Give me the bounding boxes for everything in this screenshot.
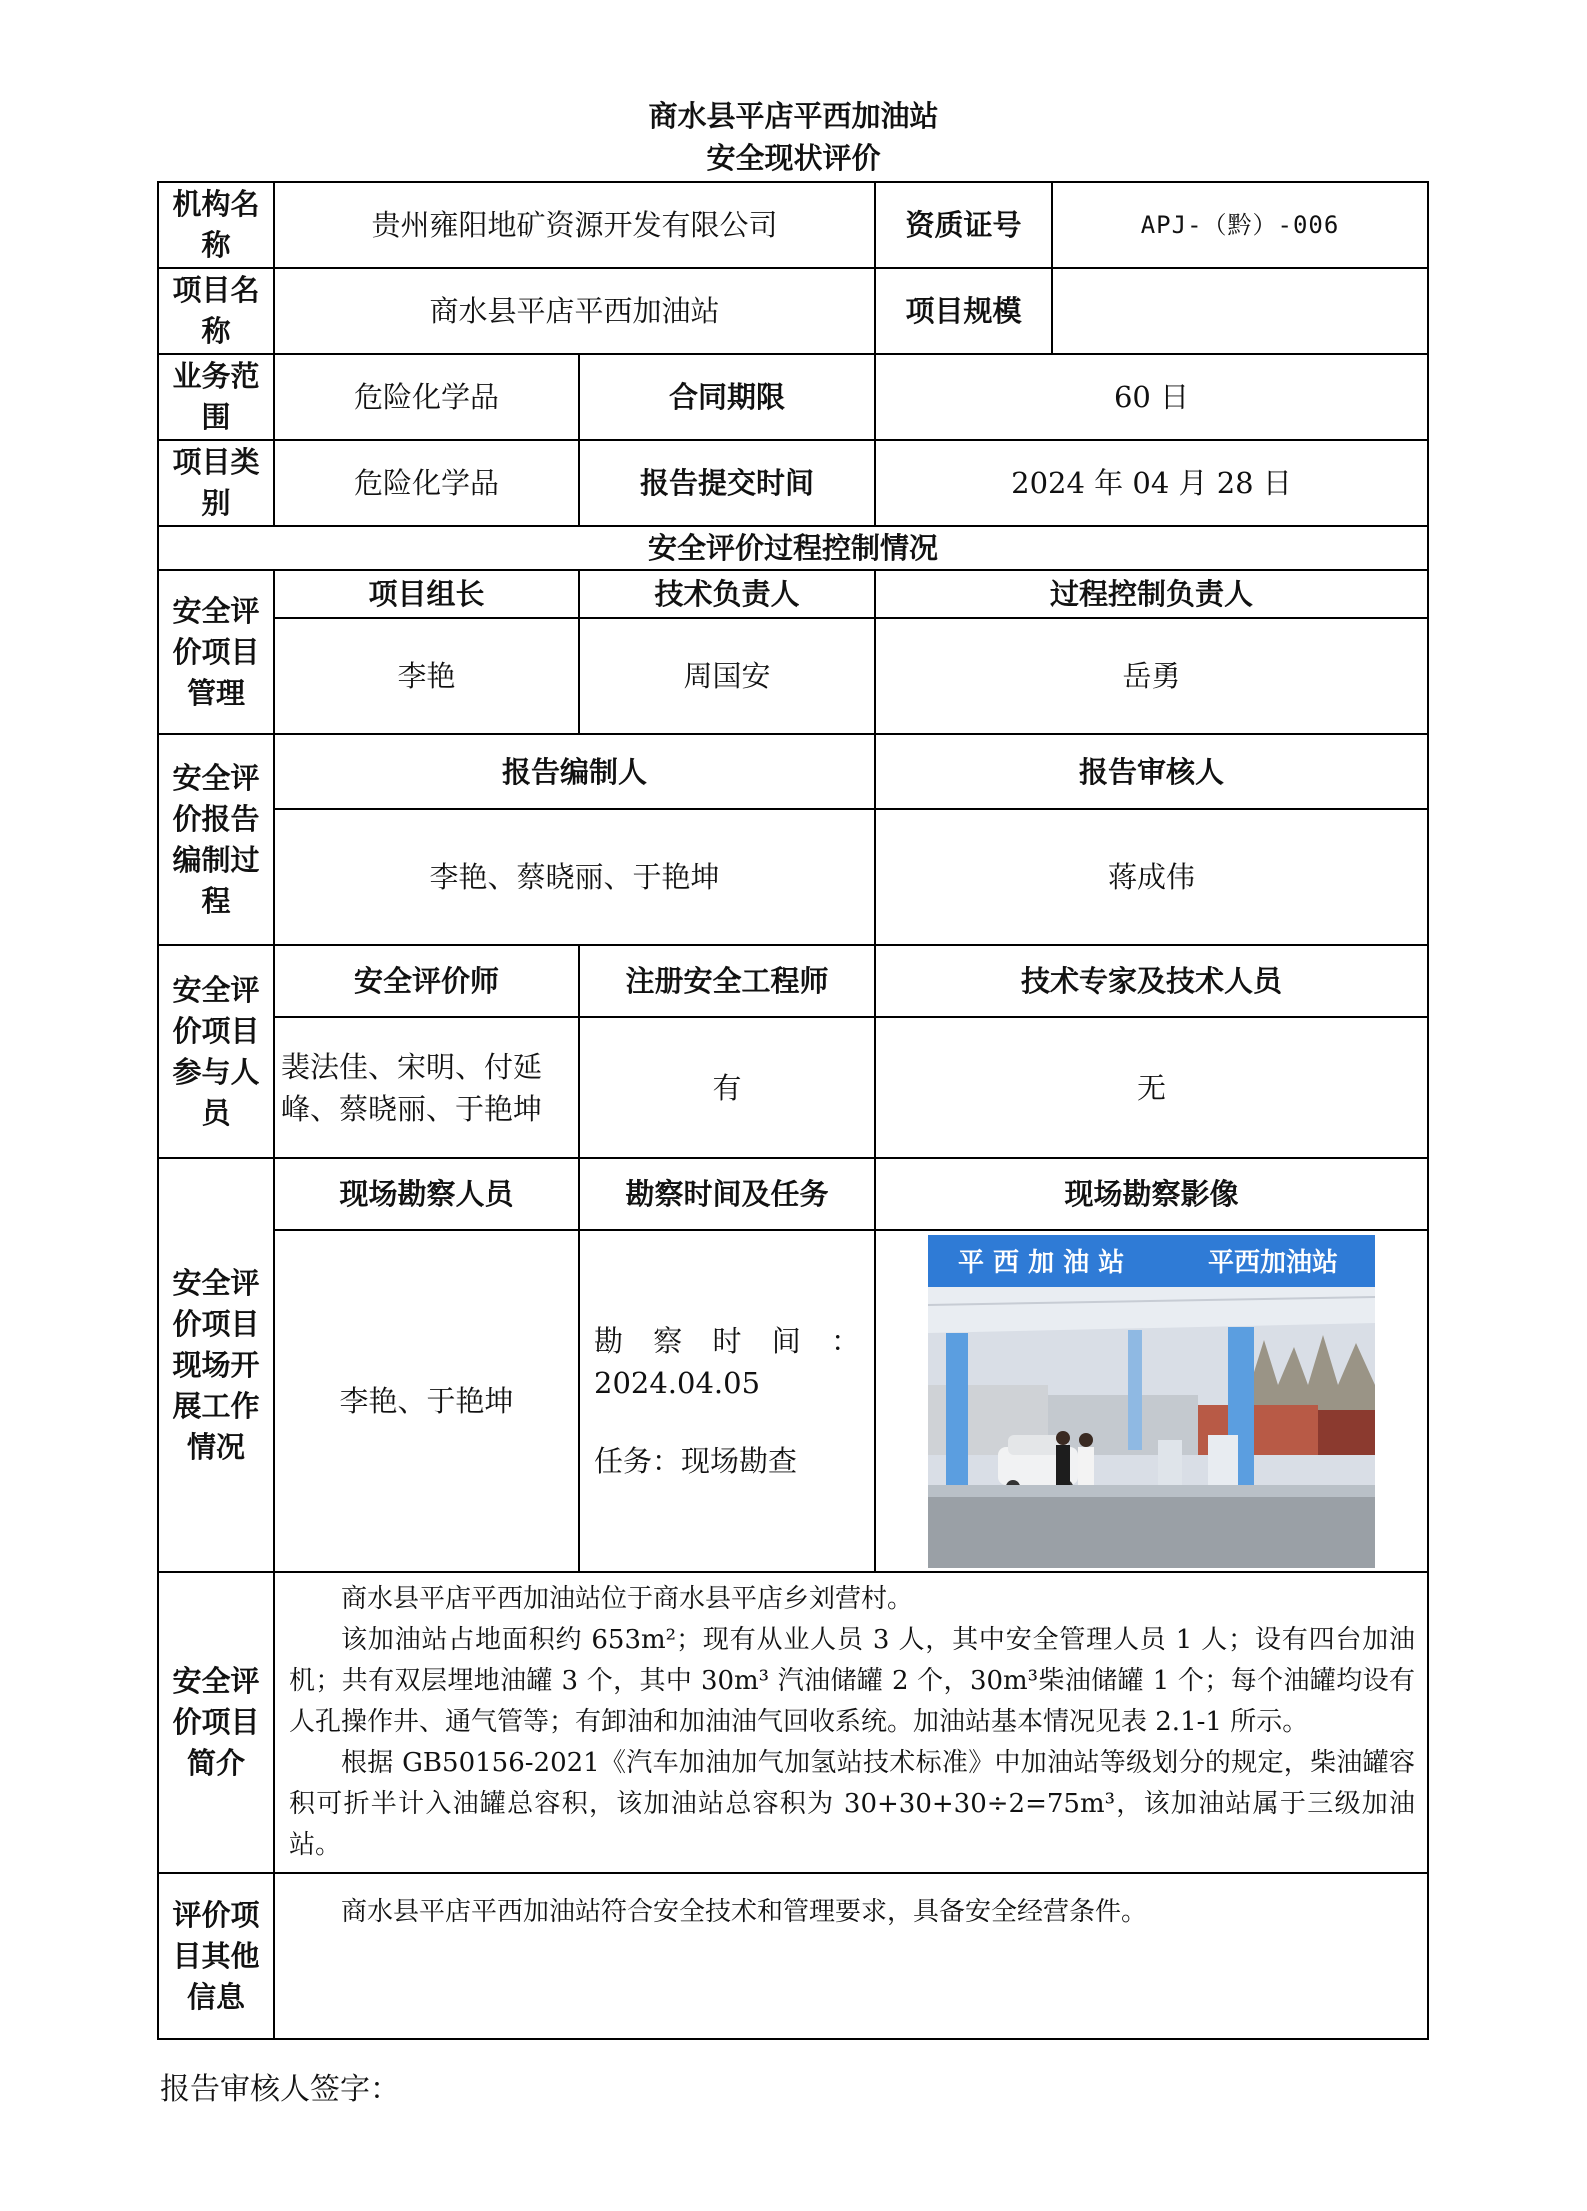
org-name-label: 机构名称 <box>158 182 274 268</box>
survey-time-value: 2024.04.05 <box>594 1366 761 1400</box>
org-name-value: 贵州雍阳地矿资源开发有限公司 <box>274 182 875 268</box>
qual-label: 资质证号 <box>875 182 1052 268</box>
project-name-value: 商水县平店平西加油站 <box>274 268 875 354</box>
site-survey-photo <box>928 1235 1375 1568</box>
other-info-paragraph: 商水县平店平西加油站符合安全技术和管理要求，具备安全经营条件。 <box>341 1897 1148 1927</box>
other-info-text <box>274 1873 1428 2039</box>
section-title: 安全评价过程控制情况 <box>158 526 1428 570</box>
compile-header-reviewer: 报告审核人 <box>875 734 1428 809</box>
management-process: 岳勇 <box>875 618 1428 734</box>
other-info-label: 评价项目其他信息 <box>158 1873 274 2039</box>
participants-experts: 无 <box>875 1017 1428 1158</box>
compile-header-author: 报告编制人 <box>274 734 875 809</box>
compile-label: 安全评价报告编制过程 <box>158 734 274 945</box>
management-leader: 李艳 <box>274 618 579 734</box>
photo-sign-right: 平西加油站 <box>1208 1247 1339 1278</box>
management-header-leader: 项目组长 <box>274 570 579 618</box>
survey-header-time: 勘察时间及任务 <box>579 1158 875 1230</box>
scope-label: 业务范围 <box>158 354 274 440</box>
participants-header-evaluator: 安全评价师 <box>274 945 579 1017</box>
survey-people: 李艳、于艳坤 <box>274 1230 579 1572</box>
management-header-tech: 技术负责人 <box>579 570 875 618</box>
intro-paragraph-1: 商水县平店平西加油站位于商水县平店乡刘营村。 <box>341 1584 914 1614</box>
participants-evaluators <box>274 1017 579 1158</box>
qual-value: APJ-（黔）-006 <box>1052 182 1428 268</box>
project-scale-label: 项目规模 <box>875 268 1052 354</box>
participants-header-engineer: 注册安全工程师 <box>579 945 875 1017</box>
contract-label: 合同期限 <box>579 354 875 440</box>
intro-label: 安全评价项目简介 <box>158 1572 274 1873</box>
project-name-label: 项目名称 <box>158 268 274 354</box>
survey-header-people: 现场勘察人员 <box>274 1158 579 1230</box>
document-title: 商水县平店平西加油站 <box>648 99 939 133</box>
submit-value: 2024 年 04 月 28 日 <box>875 440 1428 526</box>
document-subtitle: 安全现状评价 <box>706 141 881 175</box>
compile-authors: 李艳、蔡晓丽、于艳坤 <box>274 809 875 945</box>
category-label: 项目类别 <box>158 440 274 526</box>
submit-label: 报告提交时间 <box>579 440 875 526</box>
survey-header-photo: 现场勘察影像 <box>875 1158 1428 1230</box>
participants-label: 安全评价项目参与人员 <box>158 945 274 1158</box>
management-tech: 周国安 <box>579 618 875 734</box>
scope-value: 危险化学品 <box>274 354 579 440</box>
participants-evaluators-line1: 裴法佳、宋明、付延 <box>281 1049 543 1084</box>
contract-value: 60 日 <box>875 354 1428 440</box>
project-scale-value <box>1052 268 1428 354</box>
photo-sign-left: 平 西 加 油 站 <box>958 1247 1125 1278</box>
intro-paragraph-2: 该加油站占地面积约 653m²；现有从业人员 3 人，其中安全管理人员 1 人；设有四台加油机；共有双层埋地油罐 3 个，其中 30m³ 汽油储罐 2 个，30m³柴油储罐 1 个；每个油罐均设有人孔操作井、通气管等；有卸油和加油油气回收系统。加油站基本情况见表 2.1-1 所示。 <box>289 1625 1416 1737</box>
survey-task: 任务：现场勘查 <box>594 1444 798 1478</box>
intro-text <box>274 1572 1428 1873</box>
evaluation-table <box>157 181 1429 2040</box>
participants-evaluators-line2: 峰、蔡晓丽、于艳坤 <box>281 1091 543 1126</box>
survey-time-task <box>579 1230 875 1572</box>
participants-engineer: 有 <box>579 1017 875 1158</box>
management-label: 安全评价项目管理 <box>158 570 274 734</box>
category-value: 危险化学品 <box>274 440 579 526</box>
intro-paragraph-3: 根据 GB50156-2021《汽车加油加气加氢站技术标准》中加油站等级划分的规定，柴油罐容积可折半计入油罐总容积，该加油站总容积为 30+30+30÷2=75m³，该加油站属于三级加油站。 <box>289 1748 1416 1860</box>
management-header-process: 过程控制负责人 <box>875 570 1428 618</box>
participants-header-experts: 技术专家及技术人员 <box>875 945 1428 1017</box>
survey-label: 安全评价项目现场开展工作情况 <box>158 1158 274 1572</box>
survey-photo-cell <box>875 1230 1428 1572</box>
reviewer-signature-label: 报告审核人签字： <box>160 2072 400 2107</box>
survey-time-label: 勘 察 时 间 ： <box>594 1324 861 1358</box>
compile-reviewer: 蒋成伟 <box>875 809 1428 945</box>
